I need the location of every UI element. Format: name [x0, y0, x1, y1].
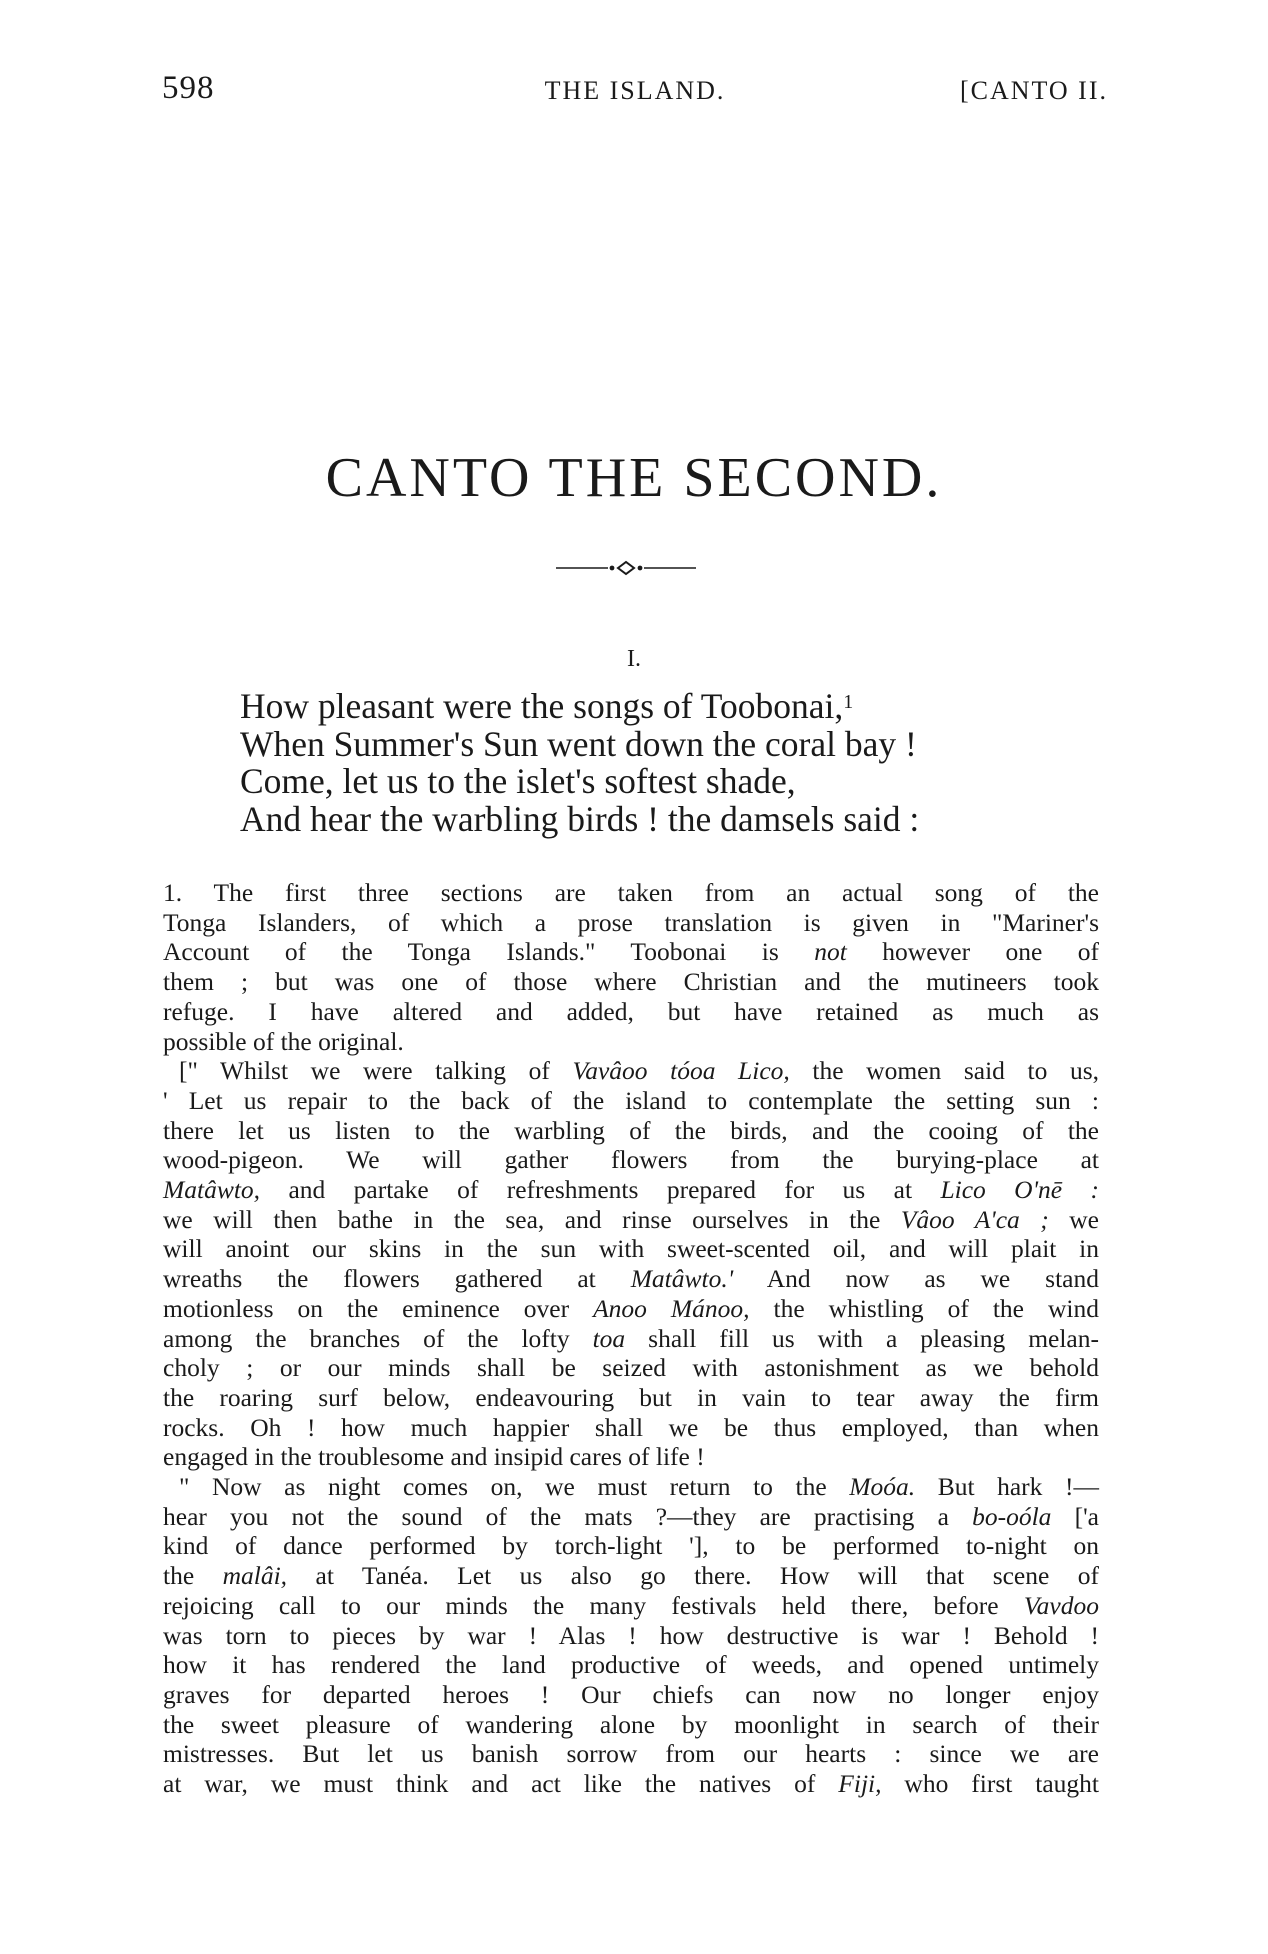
note-line: [163, 1561, 1099, 1591]
note-line: [163, 1294, 1099, 1324]
note-line: [163, 1264, 1099, 1294]
note-text: ['a: [1051, 1501, 1099, 1531]
note-text: them ; but was one of those where Christian and the mutineers took: [163, 967, 1099, 997]
note-text: wood-pigeon. We will gather flowers from the burying-place at: [163, 1145, 1099, 1175]
note-line: [163, 1502, 1099, 1532]
verse-text: And hear the warbling birds ! the damsels said :: [240, 798, 920, 839]
canto-heading: CANTO THE SECOND.: [325, 447, 943, 509]
note-line: [163, 967, 1099, 997]
note-text: refuge. I have altered and added, but have retained as much as: [163, 996, 1099, 1026]
note-emphasis: not: [814, 937, 847, 967]
note-line: [163, 937, 1099, 967]
note-text: the: [163, 1561, 223, 1591]
verse-line: [240, 688, 1140, 726]
verse-text: Come, let us to the islet's softest shade,: [240, 761, 796, 801]
section-number: I.: [627, 646, 641, 672]
note-text: graves for departed heroes ! Our chiefs can now no longer enjoy: [163, 1679, 1099, 1709]
note-text: who first taught: [881, 1769, 1099, 1799]
note-text: Account of the Tonga Islands." Toobonai is: [163, 937, 779, 967]
note-line: [163, 908, 1099, 938]
note-text: how it has rendered the land productive of weeds, and opened untimely: [163, 1650, 1099, 1680]
note-text: possible of the original.: [163, 1026, 404, 1056]
verse-line: [240, 798, 1140, 839]
note-text: rocks. Oh ! how much happier shall we be thus employed, than when: [163, 1412, 1099, 1442]
canto-marker: [CANTO II.: [959, 76, 1108, 105]
note-text: choly ; or our minds shall be seized with astonishment as we behold: [163, 1353, 1099, 1383]
footnote: [163, 878, 1099, 1799]
note-line: [163, 1116, 1099, 1146]
note-line: [163, 1472, 1099, 1502]
note-text: Tonga Islanders, of which a prose translation is given in "Mariner's: [163, 907, 1099, 937]
note-line: [163, 1621, 1099, 1651]
note-text: the whistling of the wind: [749, 1293, 1099, 1323]
note-line: [163, 1205, 1099, 1235]
running-header: [162, 66, 1108, 116]
note-text: at war, we must think and act like the natives of: [163, 1769, 839, 1799]
note-text: we: [1048, 1204, 1099, 1234]
note-emphasis: Matâwto,: [163, 1175, 261, 1205]
note-line: [163, 1739, 1099, 1769]
note-text: ' Let us repair to the back of the island to contemplate the setting sun :: [163, 1085, 1099, 1115]
verse-text: How pleasant were the songs of Toobonai,: [240, 686, 844, 726]
note-emphasis: toa: [592, 1323, 626, 1353]
note-text: And now as we stand: [733, 1264, 1099, 1294]
verse-text: When Summer's Sun went down the coral bay !: [240, 723, 917, 764]
note-text: the women said to us,: [789, 1056, 1100, 1086]
note-line: [163, 1145, 1099, 1175]
note-line: [163, 1591, 1099, 1621]
note-line: [163, 1086, 1099, 1116]
note-line: [163, 1353, 1099, 1383]
note-text: wreaths the flowers gathered at: [163, 1264, 631, 1294]
note-emphasis: Moóa.: [849, 1472, 916, 1502]
note-line: [163, 1027, 1099, 1057]
note-text: at Tanéa. Let us also go there. How will that scene of: [287, 1561, 1099, 1591]
note-line: [163, 1056, 1099, 1086]
note-text: among the branches of the lofty: [163, 1323, 593, 1353]
note-line: [163, 1442, 1099, 1472]
note-line: [163, 1234, 1099, 1264]
note-text: mistresses. But let us banish sorrow from our hearts : since we are: [163, 1739, 1099, 1769]
note-text: we will then bathe in the sea, and rinse ourselves in the: [163, 1204, 901, 1234]
verse-line: [240, 723, 1140, 764]
note-emphasis: Vavâoo tóoa Lico,: [572, 1056, 790, 1086]
verse-line: [240, 763, 1140, 801]
note-emphasis: Anoo Mánoo,: [593, 1293, 750, 1323]
note-line: [163, 1383, 1099, 1413]
note-text: motionless on the eminence over: [163, 1293, 594, 1323]
note-text: the sweet pleasure of wandering alone by moonlight in search of their: [163, 1709, 1099, 1739]
note-text: But hark !—: [915, 1472, 1099, 1502]
note-line: [163, 878, 1099, 908]
note-text: was torn to pieces by war ! Alas ! how destructive is war ! Behold !: [163, 1620, 1099, 1650]
note-text: kind of dance performed by torch-light '], to be performed to-night on: [163, 1531, 1099, 1561]
page-number: 598: [162, 70, 215, 106]
running-title: THE ISLAND.: [544, 76, 726, 105]
note-text: the roaring surf below, endeavouring but in vain to tear away the firm: [163, 1382, 1099, 1412]
note-text: however one of: [846, 937, 1099, 967]
poem-stanza: [240, 688, 1140, 838]
note-emphasis: Vâoo A'ca ;: [900, 1204, 1049, 1234]
note-emphasis: malâi,: [222, 1561, 288, 1591]
note-line: [163, 1680, 1099, 1710]
dash-diamond-ornament-icon: [556, 558, 696, 578]
note-line: [163, 1710, 1099, 1740]
note-emphasis: Vavdoo: [1023, 1590, 1099, 1620]
note-line: [163, 1650, 1099, 1680]
note-line: [163, 1769, 1099, 1799]
note-text: and partake of refreshments prepared for us at: [260, 1175, 941, 1205]
note-text: there let us listen to the warbling of the birds, and the cooing of the: [163, 1115, 1099, 1145]
note-emphasis: Lico O'nē :: [940, 1175, 1099, 1205]
footnote-reference: 1: [843, 691, 854, 713]
note-line: [163, 997, 1099, 1027]
note-text: 1. The first three sections are taken from an actual song of the: [163, 878, 1099, 907]
note-text: shall fill us with a pleasing melan-: [625, 1323, 1099, 1353]
note-line: [163, 1531, 1099, 1561]
note-text: hear you not the sound of the mats ?—they are practising a: [163, 1501, 973, 1531]
note-text: " Now as night comes on, we must return to the: [179, 1472, 850, 1502]
note-line: [163, 1413, 1099, 1443]
note-emphasis: Matâwto.': [630, 1264, 734, 1294]
note-text: [" Whilst we were talking of: [179, 1056, 573, 1086]
note-text: rejoicing call to our minds the many festivals held there, before: [163, 1590, 1024, 1620]
note-line: [163, 1175, 1099, 1205]
note-emphasis: Fiji,: [838, 1769, 882, 1799]
note-line: [163, 1324, 1099, 1354]
note-emphasis: bo-oóla: [972, 1501, 1052, 1531]
note-text: engaged in the troublesome and insipid cares of life !: [163, 1442, 705, 1472]
note-text: will anoint our skins in the sun with sweet-scented oil, and will plait in: [163, 1234, 1099, 1264]
